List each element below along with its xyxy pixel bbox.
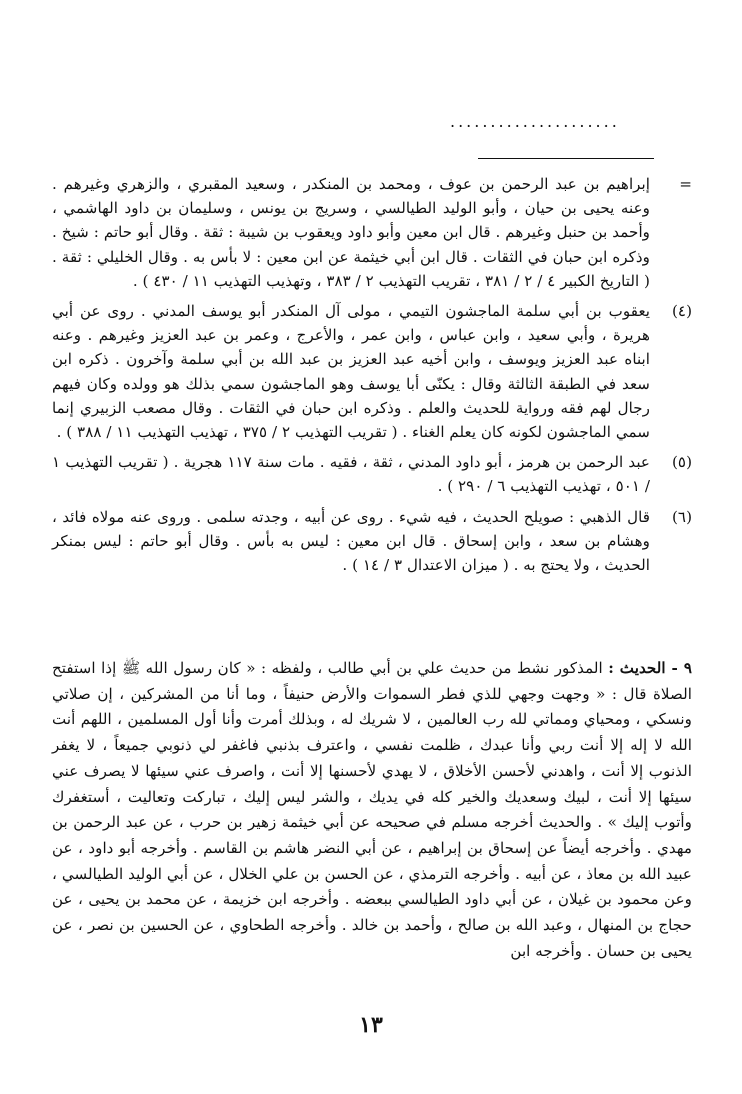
footnote-continued bbox=[52, 172, 692, 293]
main-paragraph bbox=[52, 656, 692, 964]
footnote-text: إبراهيم بن عبد الرحمن بن عوف ، ومحمد بن المنكدر ، وسعيد المقبري ، والزهري وغيرهم . وعنه يحيى بن حيان ، وأبو الوليد الطيالسي ، وسريج بن يونس ، وسليمان بن داود الهاشمي ، وأحمد بن حنبل وغيرهم . قال ابن معين وأبو داود ويعقوب بن شيبة : ثقة . وقال أبو حاتم : شيخ . وذكره ابن حبان في الثقات . قال ابن أبي خيثمة عن ابن معين : لا بأس به . وقال الخليلي : ثقة . ( التاريخ الكبير ٤ / ٢ / ٣٨١ ، تقريب التهذيب ٢ / ٣٨٣ ، وتهذيب التهذيب ١١ / ٤٣٠ ) . bbox=[52, 175, 650, 290]
footnote-text: عبد الرحمن بن هرمز ، أبو داود المدني ، ثقة ، فقيه . مات سنة ١١٧ هجرية . ( تقريب التهذيب ١ / ٥٠١ ، تهذيب التهذيب ٦ / ٢٩٠ ) . bbox=[52, 453, 650, 496]
footnote-mark: (٥) bbox=[671, 453, 692, 472]
footnote-mark: (٤) bbox=[671, 302, 692, 321]
footnote-text: قال الذهبي : صويلح الحديث ، فيه شيء . روى عن أبيه ، وجدته سلمى . وروى عنه مولاه فائد ، وهشام بن سعد ، وابن إسحاق . قال ابن معين : ليس به بأس . وقال أبو حاتم : ليس بمنكر الحديث ، ولا يحتج به . ( ميزان الاعتدال ٣ / ١٤ ) . bbox=[52, 507, 650, 575]
footnotes-section bbox=[52, 172, 692, 583]
header-dots: ..................... bbox=[450, 112, 620, 131]
footnote-text: يعقوب بن أبي سلمة الماجشون التيمي ، مولى آل المنكدر أبو يوسف المدني . روى عن أبي هريرة ، وأبي سعيد ، وابن عباس ، وابن عمر ، والأعرج ، وعمر بن عبد العزيز وغيرهم . وعنه ابناه عبد العزيز ويوسف ، وابن أخيه عبد العزيز بن عبد الله بن أبي سلمة وآخرون . ذكره ابن سعد في الطبقة الثالثة وقال : يكنّى أبا يوسف وهو الماجشون سمي بذلك هو وولده وكان فيهم رجال لهم فقه ورواية للحديث والعلم . وذكره ابن حبان في الثقات . وقال مصعب الزبيري إنما سمي الماجشون لكونه كان يعلم الغناء . ( تقريب التهذيب ٢ / ٣٧٥ ، تهذيب التهذيب ١١ / ٣٨٨ ) . bbox=[52, 302, 650, 442]
section-body: المذكور نشط من حديث علي بن أبي طالب ، ولفظه : « كان رسول الله ﷺ إذا استفتح الصلاة قال : « وجهت وجهي للذي فطر السموات والأرض حنيفاً ، وما أنا من المشركين ، إن صلاتي ونسكي ، ومحياي ومماتي لله رب العالمين ، لا شريك له ، وبذلك أمرت وأنا أول المسلمين ، اللهم أنت الله لا إله إلا أنت ربي وأنا عبدك ، ظلمت نفسي ، واعترف بذنبي فاغفر لي ذنوبي جميعاً ، لا يغفر الذنوب إلا أنت ، واهدني لأحسن الأخلاق ، لا يهدي لأحسنها إلا أنت ، واصرف عني سيئها لا يصرف عني سيئها إلا أنت ، لبيك وسعديك والخير كله في يديك ، والشر ليس إليك ، تباركت وتعاليت ، أستغفرك وأتوب إليك » . والحديث أخرجه مسلم في صحيحه عن أبي خيثمة زهير بن حرب ، عن عبد الرحمن بن مهدي . وأخرجه أيضاً عن إسحاق بن إبراهيم ، عن أبي النضر هاشم بن القاسم . وأخرجه أبو داود ، عن عبيد الله بن معاذ ، عن أبيه . وأخرجه الترمذي ، عن الحسن بن علي الخلال ، عن أبي الوليد الطيالسي ، وعن محمود بن غيلان ، عن أبي داود الطيالسي ببعضه . وأخرجه ابن خزيمة ، عن محمد بن يحيى ، عن حجاج بن المنهال ، وعبد الله بن صالح ، وأحمد بن خالد . وأخرجه الطحاوي ، عن الحسين بن نصر ، عن يحيى بن حسان . وأخرجه ابن bbox=[52, 659, 692, 960]
footnote-separator bbox=[478, 158, 654, 159]
footnote-mark: (٦) bbox=[671, 507, 692, 526]
footnote-mark: = bbox=[679, 175, 692, 193]
page-number: ١٣ bbox=[359, 1012, 383, 1038]
footnote-4 bbox=[52, 299, 692, 444]
section-lead: ٩ - الحديث : bbox=[608, 659, 692, 677]
footnote-6 bbox=[52, 505, 692, 578]
footnote-5 bbox=[52, 450, 692, 498]
